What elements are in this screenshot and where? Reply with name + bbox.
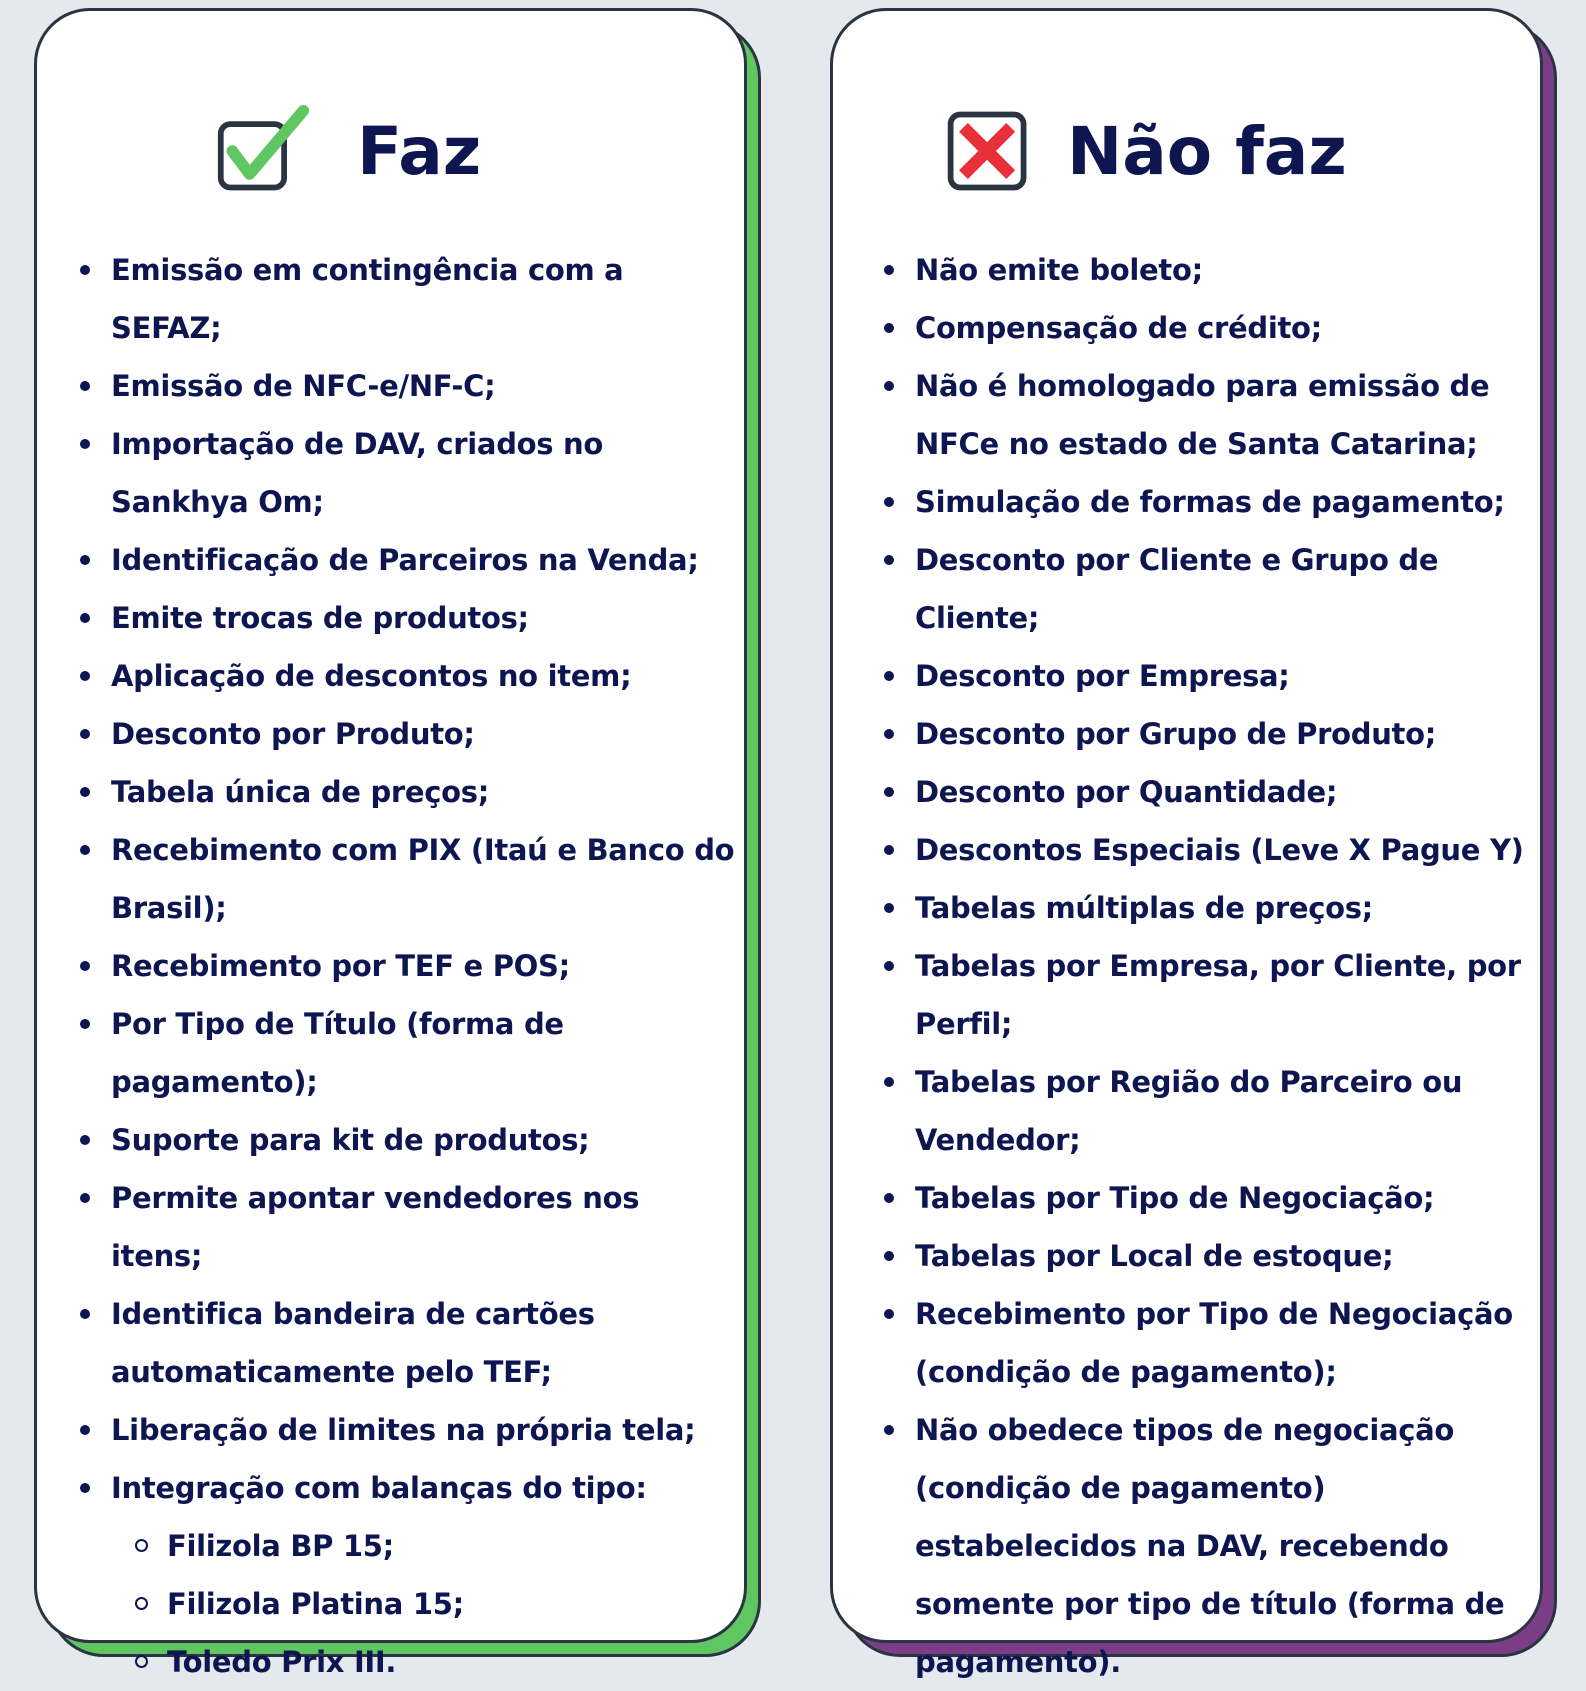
list-item: Permite apontar vendedores nos itens;: [77, 1169, 737, 1285]
list-item: Não é homologado para emissão de NFCe no estado de Santa Catarina;: [881, 357, 1533, 473]
list-item: Emite trocas de produtos;: [77, 589, 737, 647]
sub-list-item: Filizola Platina 15;: [111, 1575, 737, 1633]
list-item: Recebimento por Tipo de Negociação (condição de pagamento);: [881, 1285, 1533, 1401]
list-item: Simulação de formas de pagamento;: [881, 473, 1533, 531]
list-item: Desconto por Grupo de Produto;: [881, 705, 1533, 763]
scale-sublist: [111, 1517, 737, 1691]
nao-faz-header: [941, 91, 1347, 211]
list-item: Compensação de crédito;: [881, 299, 1533, 357]
list-item: Desconto por Produto;: [77, 705, 737, 763]
list-item-label: Integração com balanças do tipo:: [111, 1471, 647, 1505]
checkbox-check-icon: [215, 103, 311, 199]
list-item: Identifica bandeira de cartões automaticamente pelo TEF;: [77, 1285, 737, 1401]
nao-faz-title: Não faz: [1067, 112, 1347, 190]
list-item: Emissão de NFC-e/NF-C;: [77, 357, 737, 415]
faz-title: Faz: [357, 112, 482, 190]
list-item: Tabela única de preços;: [77, 763, 737, 821]
list-item: Descontos Especiais (Leve X Pague Y): [881, 821, 1533, 879]
list-item: Tabelas por Empresa, por Cliente, por Perfil;: [881, 937, 1533, 1053]
sub-list-item: Toledo Prix III.: [111, 1633, 737, 1691]
list-item: Tabelas múltiplas de preços;: [881, 879, 1533, 937]
nao-faz-list: [881, 241, 1533, 1691]
faz-card: [34, 8, 747, 1679]
list-item: Desconto por Empresa;: [881, 647, 1533, 705]
list-item: Emissão em contingência com a SEFAZ;: [77, 241, 737, 357]
list-item: Identificação de Parceiros na Venda;: [77, 531, 737, 589]
list-item: Recebimento com PIX (Itaú e Banco do Brasil);: [77, 821, 737, 937]
list-item: Desconto por Quantidade;: [881, 763, 1533, 821]
faz-list: [77, 241, 737, 1691]
list-item: Tabelas por Tipo de Negociação;: [881, 1169, 1533, 1227]
list-item: Aplicação de descontos no item;: [77, 647, 737, 705]
list-item: Importação de DAV, criados no Sankhya Om;: [77, 415, 737, 531]
list-item: Não obedece tipos de negociação (condição de pagamento) estabelecidos na DAV, recebendo somente por tipo de título (forma de pagamento).: [881, 1401, 1533, 1691]
list-item: Tabelas por Região do Parceiro ou Vendedor;: [881, 1053, 1533, 1169]
checkbox-cross-icon: [941, 103, 1037, 199]
sub-list-item: Filizola BP 15;: [111, 1517, 737, 1575]
list-item-with-sublist: [77, 1459, 737, 1691]
list-item: Não emite boleto;: [881, 241, 1533, 299]
list-item: Liberação de limites na própria tela;: [77, 1401, 737, 1459]
list-item: Recebimento por TEF e POS;: [77, 937, 737, 995]
list-item: Tabelas por Local de estoque;: [881, 1227, 1533, 1285]
list-item: Desconto por Cliente e Grupo de Cliente;: [881, 531, 1533, 647]
nao-faz-card: [830, 8, 1543, 1679]
list-item: Suporte para kit de produtos;: [77, 1111, 737, 1169]
faz-header: [215, 91, 481, 211]
list-item: Por Tipo de Título (forma de pagamento);: [77, 995, 737, 1111]
